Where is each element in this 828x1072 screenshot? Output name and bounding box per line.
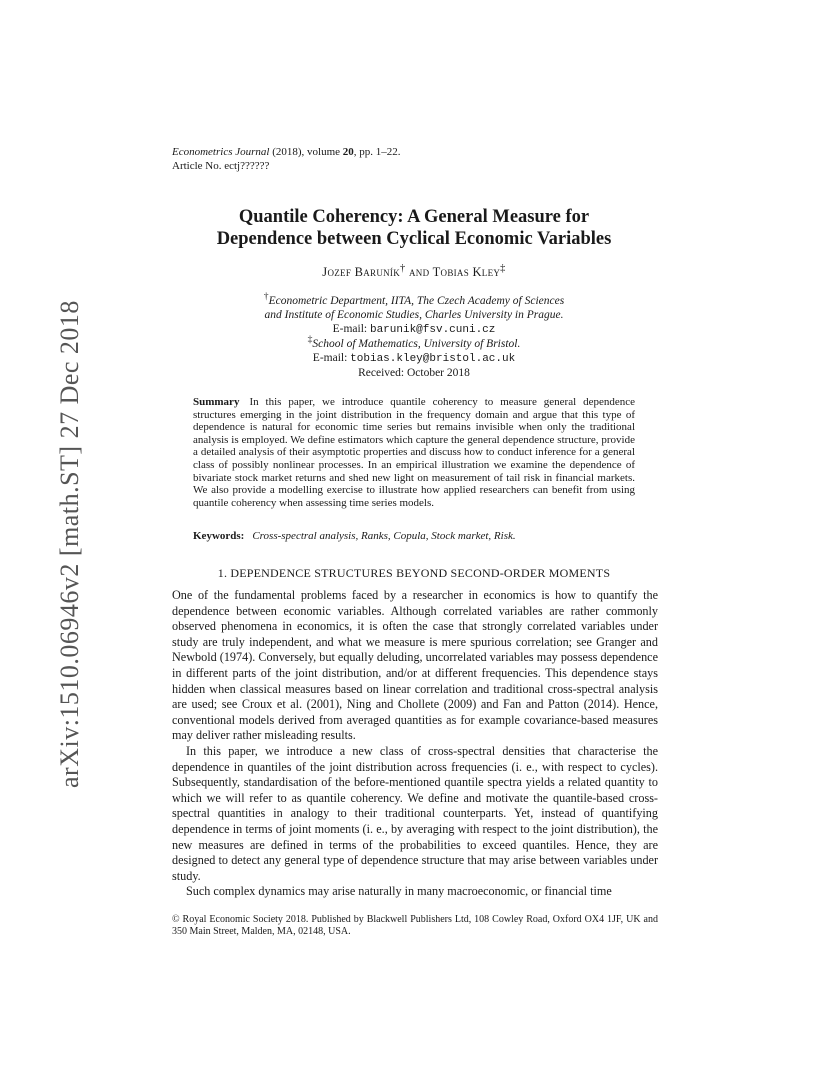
email-link-1[interactable]: barunik@fsv.cuni.cz (369, 323, 496, 336)
journal-citation (172, 145, 401, 159)
author-name-2: Tobias Kley (432, 265, 501, 280)
paper-title (120, 206, 708, 250)
abstract (193, 396, 635, 509)
title-line-2: Dependence between Cyclical Economic Variables (216, 229, 612, 249)
keywords-label: Keywords: (193, 530, 245, 542)
paragraph-1: One of the fundamental problems faced by a researcher in economics is how to quantify the dependence between economic variables. Although correlated variables are rather commonly observed phenomena in economics, it is often the case that strongly correlated variables under study are truly independent, and what we measure is mere spurious correlation; see Granger and Newbold (1974). Conversely, but equally deluding, uncorrelated variables may possess dependence in different parts of the joint distribution, and/or at different frequencies. This dependence stays hidden when classical measures based on linear correlation and traditional cross-spectral analysis are used; see Croux et al. (2001), Ning and Chollete (2009) and Fan and Patton (2014). Hence, conventional models derived from averaged quantities as for example covariance-based measures may deliver rather misleading results. (172, 588, 658, 743)
author-name-1: Jozef Baruník (322, 265, 401, 280)
affiliation-2-email-line: E-mail: tobias.kley@bristol.ac.uk (312, 351, 516, 365)
copyright-footer: © Royal Economic Society 2018. Published by Blackwell Publishers Ltd, 108 Cowley Road, Oxford OX4 1JF, UK and 350 Main Street, Malden, MA, 02148, USA. (172, 914, 658, 938)
affiliation-1-line-2: and Institute of Economic Studies, Charles University in Prague. (264, 308, 564, 321)
abstract-label: Summary (193, 396, 240, 408)
abstract-text: In this paper, we introduce quantile coherency to measure general dependence structures emerging in the joint distribution in the frequency domain and argue that this type of dependence is natural for economic time series but remains invisible when only the traditional analysis is employed. We define estimators which capture the general dependence structure, provide a detailed analysis of their asymptotic properties and discuss how to conduct inference for a general class of possibly nonlinear processes. In an empirical illustration we examine the dependence of bivariate stock market returns and shed new light on measurement of tail risk in financial markets. We also provide a modelling exercise to illustrate how applied researchers can benefit from using quantile coherency when assessing time series models. (193, 396, 635, 509)
journal-pages: , pp. 1–22. (353, 146, 401, 158)
journal-name: Econometrics Journal (172, 146, 270, 158)
author-mark-1: † (400, 263, 406, 274)
affiliation-1-email-line: E-mail: barunik@fsv.cuni.cz (332, 322, 496, 336)
affiliation-1-mark: † (263, 291, 269, 302)
affiliation-2-mark: ‡ (307, 334, 313, 345)
journal-header (172, 145, 401, 173)
article-number: Article No. ectj?????? (172, 160, 270, 172)
body-text (172, 588, 658, 900)
affiliation-1 (172, 290, 656, 337)
paragraph-3: Such complex dynamics may arise naturally in many macroeconomic, or financial time (186, 884, 612, 899)
email-link-2[interactable]: tobias.kley@bristol.ac.uk (350, 352, 516, 365)
received-date: Received: October 2018 (358, 366, 470, 379)
affiliation-2 (172, 333, 656, 380)
affiliation-1-line-1: †Econometric Department, IITA, The Czech Academy of Sciences (263, 291, 565, 307)
section-heading: 1. DEPENDENCE STRUCTURES BEYOND SECOND-ORDER MOMENTS (217, 566, 611, 580)
journal-details: (2018), volume (269, 146, 343, 158)
journal-volume: 20 (342, 146, 354, 158)
arxiv-identifier: arXiv:1510.06946v2 [math.ST] 27 Dec 2018 (55, 300, 84, 788)
author-mark-2: ‡ (500, 263, 506, 274)
paragraph-2: In this paper, we introduce a new class of cross-spectral densities that characterise the dependence in quantiles of the joint distribution across frequencies (i. e., with respect to cycles). Subsequently, standardisation of the before-mentioned quantile spectra yields a related quantity to which we will refer to as quantile coherency. We define and motivate the quantile-based cross-spectral quantities in analogy to their traditional counterparts. Yet, instead of quantifying dependence in terms of joint moments (i. e., by averaging with respect to the joint distribution), the new measures are defined in terms of the probabilities to exceed quantiles. Hence, they are designed to detect any general type of dependence structure that may arise between variables under study. (172, 743, 658, 883)
keywords (193, 530, 635, 542)
affiliation-2-line-1: ‡School of Mathematics, University of Bristol. (307, 334, 521, 350)
author-connector: and (405, 265, 433, 280)
author-list (172, 263, 656, 280)
keywords-text: Cross-spectral analysis, Ranks, Copula, Stock market, Risk. (252, 530, 516, 542)
title-line-1: Quantile Coherency: A General Measure for (238, 207, 590, 227)
